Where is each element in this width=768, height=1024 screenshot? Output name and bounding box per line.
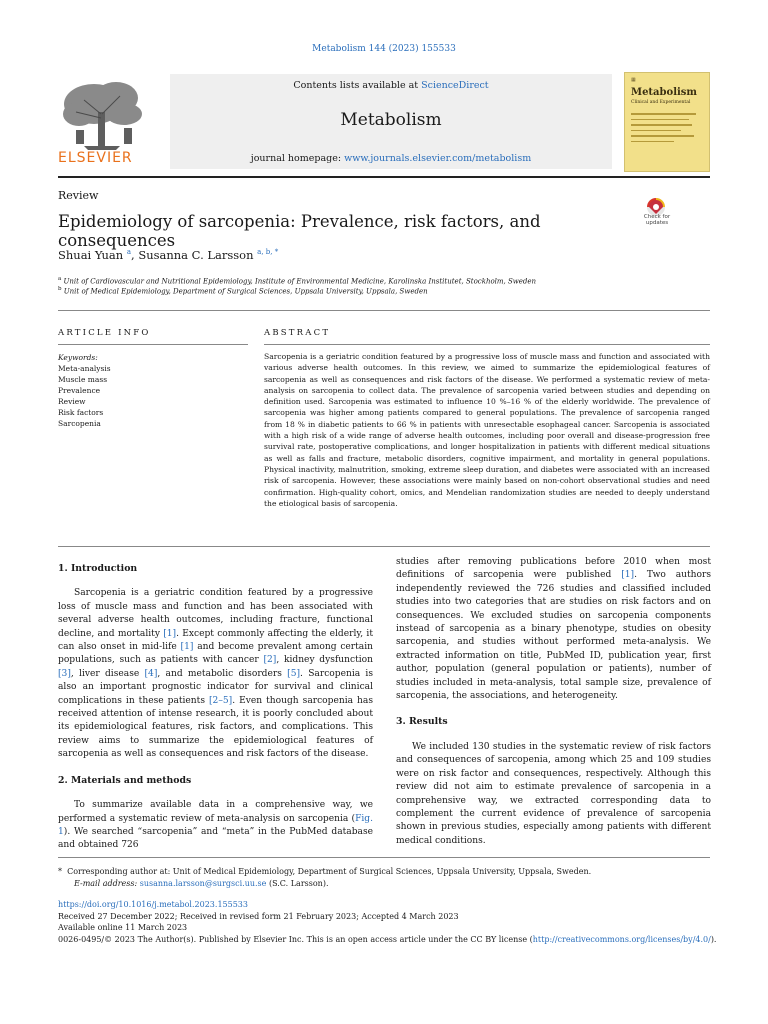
- author-affiliation-mark[interactable]: a, b, *: [257, 248, 279, 257]
- license-link[interactable]: http://creativecommons.org/licenses/by/4.0/: [532, 934, 711, 944]
- abstract-bottom-rule: [58, 546, 710, 547]
- introduction-paragraph: Sarcopenia is a geriatric condition featured by a progressive loss of muscle mass and function and has been associated with several adverse health outcomes, including fracture, functional decline, and mortality [1]. Except commonly affecting the elderly, it can also onset in mid-life [1] and become prevalent among certain populations, such as patients with cancer [2], kidney dysfunction [3], liver disease [4], and metabolic disorders [5]. Sarcopenia is also an important prognostic indicator for survival and clinical complications in these patients [2–5]. Even though sarcopenia has received attention of intense research, it is poorly concluded about its epidemiological features, risk factors, and complications. This review aims to summarize the epidemiological features of sarcopenia as well as consequences and risk factors of the disease.: [58, 588, 373, 760]
- received-dates: Received 27 December 2022; Received in revised form 21 February 2023; Accepted 4 March 2023: [58, 911, 459, 921]
- abstract-body: Sarcopenia is a geriatric condition featured by a progressive loss of muscle mass and function and associated with various adverse health outcomes. In this review, we aimed to summarize the epidemiological features of sarcopenia as well as consequences and risk factors of the disease. We performed a systematic review of meta-analysis on sarcopenia to collect data. The prevalence of sarcopenia varied between studies and depending on definition used. Sarcopenia was estimated to influence 10 %–16 % of the elderly worldwide. The prevalence of sarcopenia was higher among patients compared to general populations. The prevalence of sarcopenia ranged from 18 % in diabetic patients to 66 % in patients with unresectable esophageal cancer. Sarcopenia is associated with a high risk of a wide range of adverse health outcomes, including poor overall and disease-progression free survival rate, postoperative complications, and longer hospitalization in patients with different medical situations as well as falls and fracture, metabolic disorders, cognitive impairment, and mortality in general populations. Physical inactivity, malnutrition, smoking, extreme sleep duration, and diabetes were associated with an increased risk of sarcopenia. However, these associations were mainly based on non-cohort observational studies and need confirmation. High-quality cohort, omics, and Mendelian randomization studies are needed to deeply understand the etiological basis of sarcopenia.: [264, 352, 710, 508]
- keyword: Review: [58, 397, 86, 406]
- article-title: Epidemiology of sarcopenia: Prevalence, risk factors, and consequences: [58, 212, 541, 250]
- keyword: Meta-analysis: [58, 364, 111, 373]
- cover-subtitle: Clinical and Experimental: [631, 100, 691, 105]
- citation-link[interactable]: [1]: [180, 642, 194, 653]
- author-list: Shuai Yuan $^a$, Susanna C. Larsson $^{a, b, *}$: [58, 248, 279, 262]
- journal-name: Metabolism: [340, 110, 442, 130]
- keywords-label: Keywords:: [58, 353, 98, 362]
- publisher-wordmark: ELSEVIER: [58, 150, 133, 166]
- section-heading-introduction: 1. Introduction: [58, 563, 138, 574]
- footnote-mark: *: [58, 867, 62, 876]
- section-heading-methods: 2. Materials and methods: [58, 774, 192, 786]
- abstract-rule: [264, 344, 710, 345]
- email-link[interactable]: susanna.larsson@surgsci.uu.se: [139, 879, 267, 888]
- article-type: Review: [58, 189, 99, 202]
- check-for-updates-label: Check for updates: [643, 214, 671, 226]
- keyword: Risk factors: [58, 408, 104, 417]
- available-online-date: Available online 11 March 2023: [58, 923, 188, 933]
- corresponding-author-footnote: * Corresponding author at: Unit of Medical Epidemiology, Department of Surgical Sciences, Uppsala University, Uppsala, Sweden. E-mail address: susanna.larsson@surgsci.uu.se (S.C. Larsson).: [58, 867, 592, 888]
- section-heading-results: 3. Results: [396, 716, 448, 728]
- article-info-rule: [58, 344, 248, 345]
- contents-line: Contents lists available at ScienceDirect: [293, 80, 489, 91]
- author-name[interactable]: Shuai Yuan: [58, 248, 124, 262]
- footnote-rule: [58, 857, 710, 858]
- citation-link[interactable]: [2–5]: [209, 695, 233, 706]
- citation-link[interactable]: [1]: [163, 628, 177, 639]
- citation-link[interactable]: [2]: [263, 655, 277, 666]
- methods-paragraph: To summarize available data in a comprehensive way, we performed a systematic review of meta-analysis on sarcopenia (Fig. 1). We searched “sarcopenia” and “meta” in the PubMed database and obtained 726: [58, 800, 373, 851]
- keyword: Sarcopenia: [58, 419, 101, 428]
- author-affiliation-mark[interactable]: a: [126, 248, 131, 257]
- citation-link[interactable]: [3]: [58, 668, 71, 679]
- cover-title: Metabolism: [631, 87, 698, 98]
- article-info-heading: ARTICLE INFO: [58, 328, 151, 338]
- citation-link[interactable]: [1]: [621, 570, 635, 581]
- results-paragraph: We included 130 studies in the systematic review of risk factors and consequences of sarcopenia, among which 25 and 109 studies were on risk factor and consequences, respectively. Although this review did not aim to estimate prevalence of sarcopenia in a comprehensive way, we extracted corresponding data to complement the current evidence of prevalence of sarcopenia shown in previous studies, especially among patients with different medical conditions.: [396, 741, 711, 846]
- affiliation-rule: [58, 310, 710, 311]
- sciencedirect-link[interactable]: ScienceDirect: [421, 80, 489, 91]
- affiliation-a: $^a$ Unit of Cardiovascular and Nutritional Epidemiology, Institute of Environmental Medicine, Karolinska Institutet, Stockholm, Sweden: [58, 276, 537, 286]
- homepage-link[interactable]: www.journals.elsevier.com/metabolism: [344, 153, 532, 164]
- doi-link[interactable]: https://doi.org/10.1016/j.metabol.2023.155533: [58, 900, 248, 909]
- keyword: Muscle mass: [58, 375, 108, 384]
- journal-banner: [170, 74, 612, 169]
- keywords-list: [58, 352, 111, 429]
- abstract-heading: ABSTRACT: [264, 328, 331, 338]
- homepage-line: journal homepage: www.journals.elsevier.com/metabolism: [250, 153, 532, 164]
- publication-info: [58, 899, 716, 945]
- cover-logo-icon: ▦: [631, 77, 636, 83]
- figure-link[interactable]: Fig. 1: [58, 813, 373, 837]
- citation-link[interactable]: [5]: [287, 668, 301, 679]
- license-line: 0026-0495/© 2023 The Author(s). Published by Elsevier Inc. This is an open access article under the CC BY license (http://creativecommons.org/licenses/by/4.0/).: [58, 934, 717, 944]
- journal-reference[interactable]: Metabolism 144 (2023) 155533: [312, 44, 456, 54]
- left-column: [58, 562, 373, 853]
- methods-paragraph-continued: studies after removing publications before 2010 when most definitions of sarcopenia were published [1]. Two authors independently reviewed the 726 studies and classified included studies into two categories that are studies on risk factors and on consequences. We excluded studies on sarcopenia components instead of sarcopenia as a binary phenotype, studies on obesity sarcopenia, and studies without performed meta-analysis. We extracted information on title, PubMed ID, publication year, first author, population (general population or patients), number of studies included in meta-analysis, total sample size, prevalence of sarcopenia, the associations, and heterogeneity.: [396, 557, 712, 702]
- right-column: [396, 556, 711, 848]
- header-rule: [58, 176, 710, 178]
- journal-cover-thumbnail[interactable]: [624, 72, 710, 172]
- author-name[interactable]: Susanna C. Larsson: [138, 248, 254, 262]
- keyword: Prevalence: [58, 386, 101, 395]
- cover-text-lines: [631, 113, 703, 146]
- citation-link[interactable]: [4]: [144, 668, 158, 679]
- affiliation-b: $^b$ Unit of Medical Epidemiology, Department of Surgical Sciences, Uppsala University, Uppsala, Sweden: [58, 286, 428, 296]
